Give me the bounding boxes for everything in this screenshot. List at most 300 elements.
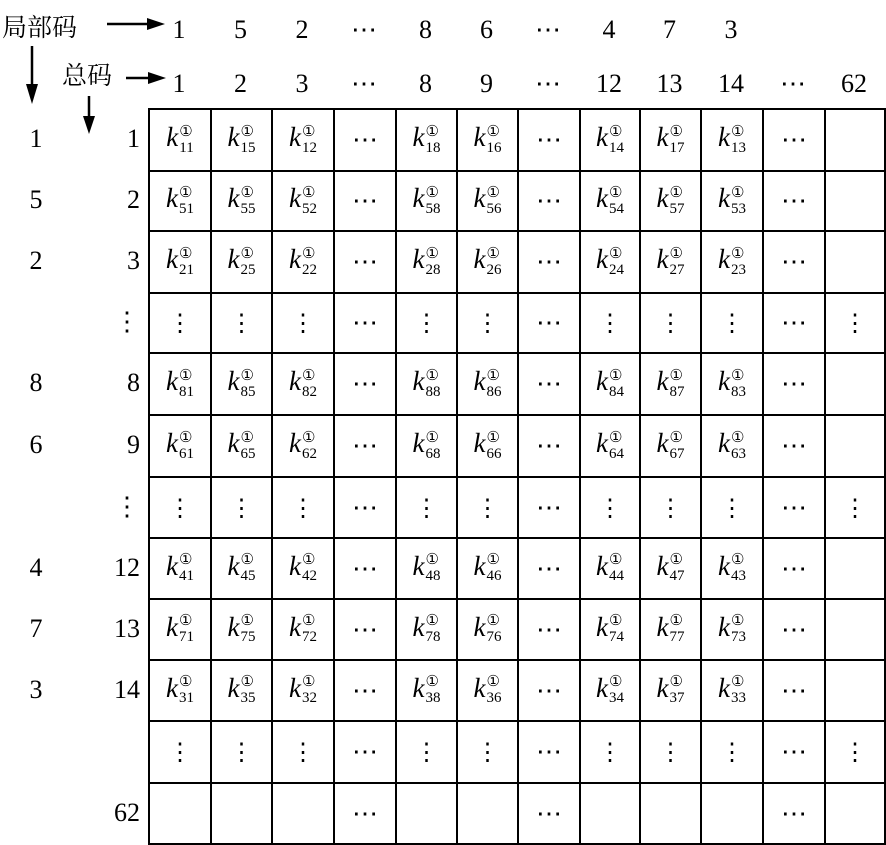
coefficient-indices <box>731 186 746 217</box>
coefficient-symbol: k <box>596 183 608 214</box>
matrix-row <box>149 599 885 660</box>
top-total-code: 14 <box>718 69 744 98</box>
ellipsis-vertical: ⋮ <box>720 311 744 337</box>
matrix-cell <box>518 231 580 293</box>
matrix-cell <box>580 231 640 293</box>
ellipsis-vertical: ⋮ <box>843 311 867 337</box>
coefficient-subscript: 78 <box>425 629 441 646</box>
coefficient-superscript: ① <box>608 245 623 262</box>
matrix-cell <box>701 353 763 415</box>
coefficient-superscript: ① <box>425 613 439 630</box>
left-total-code: 3 <box>127 246 140 275</box>
coefficient-symbol: k <box>473 244 486 275</box>
matrix-cell <box>457 721 518 783</box>
matrix-cell <box>825 599 885 660</box>
matrix-cell <box>518 538 580 599</box>
matrix-row <box>149 171 885 231</box>
matrix-cell <box>825 109 885 171</box>
coefficient-indices <box>486 431 501 462</box>
matrix-cell <box>334 599 396 660</box>
coefficient-subscript: 51 <box>178 200 194 217</box>
ellipsis-horizontal: ⋯ <box>536 369 562 398</box>
coefficient-indices <box>731 553 746 584</box>
matrix-cell <box>580 599 640 660</box>
matrix-cell <box>334 231 396 293</box>
coefficient-superscript: ① <box>178 367 193 384</box>
coefficient-symbol: k <box>473 183 486 214</box>
coefficient-subscript: 14 <box>608 139 624 156</box>
local-code-label: 局部码 <box>2 13 78 42</box>
coefficient-superscript: ① <box>301 674 316 691</box>
matrix-cell <box>518 599 580 660</box>
coefficient-superscript: ① <box>301 613 316 630</box>
coefficient-superscript: ① <box>669 674 683 691</box>
matrix-cell <box>518 293 580 353</box>
coefficient-indices <box>240 186 255 217</box>
coefficient-superscript: ① <box>240 367 254 384</box>
matrix-cell <box>396 353 457 415</box>
matrix-cell <box>334 783 396 844</box>
matrix-cell <box>272 660 334 721</box>
coefficient-indices <box>425 369 440 400</box>
coefficient-indices <box>425 553 440 584</box>
coefficient-symbol: k <box>289 366 301 397</box>
top-local-code: 6 <box>480 15 493 44</box>
coefficient-indices <box>240 247 255 278</box>
matrix-cell <box>580 353 640 415</box>
matrix-cell <box>640 415 701 477</box>
coefficient-symbol: k <box>227 183 240 214</box>
matrix-cell <box>334 660 396 721</box>
coefficient-superscript: ① <box>240 184 254 201</box>
coefficient-superscript: ① <box>178 552 193 569</box>
coefficient-subscript: 75 <box>240 629 256 646</box>
coefficient-subscript: 12 <box>301 139 317 156</box>
left-total-code: 62 <box>114 797 140 827</box>
coefficient-indices <box>425 614 440 645</box>
ellipsis-horizontal: ⋯ <box>536 308 562 337</box>
coefficient-superscript: ① <box>486 613 500 630</box>
coefficient-indices <box>240 431 255 462</box>
ellipsis-vertical: ⋮ <box>658 740 683 766</box>
matrix-cell <box>211 477 272 538</box>
matrix-cell <box>518 477 580 538</box>
ellipsis-vertical: ⋮ <box>229 495 254 522</box>
ellipsis-horizontal: ⋯ <box>781 308 807 337</box>
coefficient-indices <box>179 675 194 706</box>
ellipsis-horizontal: ⋯ <box>781 431 807 460</box>
matrix-row <box>149 538 885 599</box>
coefficient-superscript: ① <box>240 123 254 140</box>
ellipsis-horizontal: ⋯ <box>536 737 562 766</box>
coefficient-subscript: 71 <box>178 629 194 646</box>
coefficient-symbol: k <box>166 122 179 153</box>
top-local-code: ⋯ <box>351 15 377 44</box>
top-total-code: 9 <box>480 69 493 98</box>
coefficient-subscript: 21 <box>178 261 194 278</box>
matrix-row <box>149 477 885 538</box>
coefficient-superscript: ① <box>301 184 316 201</box>
coefficient-indices <box>731 431 746 462</box>
left-total-code: ⋮ <box>114 491 140 521</box>
ellipsis-vertical: ⋮ <box>843 495 867 522</box>
left-local-code: 8 <box>29 368 43 397</box>
coefficient-superscript: ① <box>425 429 439 446</box>
coefficient-subscript: 58 <box>425 200 441 217</box>
coefficient-symbol: k <box>227 611 240 642</box>
coefficient-superscript: ① <box>486 184 500 201</box>
coefficient-symbol: k <box>656 672 669 703</box>
matrix-cell <box>825 293 885 353</box>
coefficient-indices <box>179 247 194 278</box>
matrix-cell <box>211 415 272 477</box>
coefficient-indices <box>240 675 255 706</box>
coefficient-symbol: k <box>718 611 730 642</box>
matrix-cell <box>272 783 334 844</box>
matrix-cell <box>396 721 457 783</box>
ellipsis-vertical: ⋮ <box>414 495 439 522</box>
coefficient-indices <box>609 675 624 706</box>
coefficient-superscript: ① <box>608 674 623 691</box>
coefficient-superscript: ① <box>178 674 193 691</box>
left-total-code: 2 <box>127 185 140 214</box>
ellipsis-vertical: ⋮ <box>475 740 500 766</box>
matrix-cell <box>457 415 518 477</box>
coefficient-subscript: 54 <box>608 200 624 217</box>
coefficient-subscript: 65 <box>240 445 256 462</box>
coefficient-indices <box>609 186 624 217</box>
coefficient-subscript: 66 <box>486 445 502 462</box>
matrix-cell <box>272 109 334 171</box>
matrix-cell <box>825 477 885 538</box>
left-local-code: 1 <box>29 124 43 153</box>
coefficient-subscript: 18 <box>425 139 441 156</box>
coefficient-superscript: ① <box>178 184 193 201</box>
matrix-cell <box>149 293 211 353</box>
ellipsis-vertical: ⋮ <box>229 740 254 766</box>
matrix-cell <box>701 415 763 477</box>
coefficient-indices <box>731 675 746 706</box>
matrix-cell <box>211 171 272 231</box>
top-local-code: 1 <box>172 15 186 44</box>
coefficient-superscript: ① <box>425 123 439 140</box>
left-local-code: 7 <box>29 613 43 643</box>
coefficient-superscript: ① <box>301 429 316 446</box>
coefficient-indices <box>240 125 255 156</box>
coefficient-indices <box>179 431 194 462</box>
ellipsis-horizontal: ⋯ <box>352 614 378 644</box>
ellipsis-horizontal: ⋯ <box>781 125 807 154</box>
matrix-cell <box>149 783 211 844</box>
top-total-code: ⋯ <box>535 69 561 98</box>
ellipsis-horizontal: ⋯ <box>536 492 562 522</box>
coefficient-symbol: k <box>596 366 608 397</box>
ellipsis-horizontal: ⋯ <box>352 675 378 705</box>
coefficient-subscript: 44 <box>608 568 624 585</box>
coefficient-subscript: 84 <box>608 383 624 400</box>
coefficient-superscript: ① <box>730 184 745 201</box>
ellipsis-vertical: ⋮ <box>598 495 622 522</box>
coefficient-symbol: k <box>289 611 301 642</box>
coefficient-symbol: k <box>596 611 608 642</box>
coefficient-symbol: k <box>289 183 301 214</box>
coefficient-subscript: 42 <box>301 568 317 585</box>
matrix-cell <box>396 783 457 844</box>
coefficient-indices <box>609 614 624 645</box>
ellipsis-vertical: ⋮ <box>720 740 744 766</box>
coefficient-symbol: k <box>227 672 240 703</box>
coefficient-symbol: k <box>227 122 240 153</box>
coefficient-superscript: ① <box>301 552 316 569</box>
coefficient-superscript: ① <box>669 552 683 569</box>
top-total-code: 3 <box>295 69 309 98</box>
matrix-cell <box>701 538 763 599</box>
coefficient-symbol: k <box>596 550 608 581</box>
coefficient-subscript: 47 <box>669 568 685 585</box>
coefficient-subscript: 87 <box>669 383 685 400</box>
matrix-cell <box>701 293 763 353</box>
coefficient-symbol: k <box>473 122 486 153</box>
matrix-cell <box>580 293 640 353</box>
matrix-cell <box>334 477 396 538</box>
matrix-cell <box>763 293 825 353</box>
coefficient-subscript: 48 <box>425 568 441 585</box>
coefficient-symbol: k <box>718 672 730 703</box>
ellipsis-horizontal: ⋯ <box>352 369 378 398</box>
coefficient-superscript: ① <box>669 367 683 384</box>
coefficient-superscript: ① <box>730 245 745 262</box>
ellipsis-vertical: ⋮ <box>658 495 683 522</box>
coefficient-indices <box>731 614 746 645</box>
matrix-cell <box>763 538 825 599</box>
matrix-cell <box>457 538 518 599</box>
matrix-cell <box>396 293 457 353</box>
matrix-cell <box>457 783 518 844</box>
matrix-cell <box>580 109 640 171</box>
coefficient-symbol: k <box>656 428 669 459</box>
matrix-cell <box>825 783 885 844</box>
matrix-cell <box>518 415 580 477</box>
matrix-cell <box>211 353 272 415</box>
ellipsis-vertical: ⋮ <box>229 311 254 337</box>
coefficient-superscript: ① <box>425 184 439 201</box>
coefficient-subscript: 41 <box>178 568 194 585</box>
left-total-code: 14 <box>114 674 140 704</box>
matrix-cell <box>518 783 580 844</box>
coefficient-superscript: ① <box>301 367 316 384</box>
coefficient-indices <box>609 369 624 400</box>
coefficient-subscript: 88 <box>425 383 441 400</box>
coefficient-indices <box>425 247 440 278</box>
ellipsis-vertical: ⋮ <box>843 740 867 766</box>
coefficient-subscript: 26 <box>486 261 502 278</box>
coefficient-subscript: 62 <box>301 445 317 462</box>
ellipsis-horizontal: ⋯ <box>536 675 562 705</box>
matrix-cell <box>518 171 580 231</box>
coefficient-symbol: k <box>412 611 425 642</box>
matrix-cell <box>457 109 518 171</box>
coefficient-indices <box>486 125 501 156</box>
matrix-cell <box>396 109 457 171</box>
matrix-cell <box>211 109 272 171</box>
coefficient-indices <box>425 125 440 156</box>
coefficient-symbol: k <box>656 611 669 642</box>
ellipsis-vertical: ⋮ <box>168 311 192 337</box>
top-local-code: 2 <box>295 15 309 44</box>
matrix-cell <box>211 231 272 293</box>
coefficient-indices <box>486 614 501 645</box>
left-total-code: 13 <box>114 613 140 643</box>
top-total-code: 1 <box>172 69 186 98</box>
ellipsis-vertical: ⋮ <box>414 740 439 766</box>
matrix-cell <box>211 293 272 353</box>
coefficient-symbol: k <box>412 550 425 581</box>
top-local-code: 4 <box>602 15 616 44</box>
ellipsis-horizontal: ⋯ <box>781 614 807 644</box>
left-local-code: 4 <box>29 552 43 582</box>
matrix-cell <box>518 109 580 171</box>
coefficient-indices <box>179 553 194 584</box>
matrix-cell <box>763 721 825 783</box>
ellipsis-horizontal: ⋯ <box>352 553 378 583</box>
coefficient-indices <box>302 247 317 278</box>
coefficient-superscript: ① <box>730 123 745 140</box>
coefficient-indices <box>179 369 194 400</box>
coefficient-indices <box>669 125 684 156</box>
coefficient-symbol: k <box>166 366 178 397</box>
coefficient-superscript: ① <box>240 429 254 446</box>
coefficient-superscript: ① <box>486 552 500 569</box>
ellipsis-horizontal: ⋯ <box>536 431 562 460</box>
matrix-cell <box>640 171 701 231</box>
coefficient-indices <box>669 431 684 462</box>
coefficient-indices <box>302 614 317 645</box>
matrix-cell <box>272 477 334 538</box>
coefficient-symbol: k <box>166 183 178 214</box>
coefficient-superscript: ① <box>486 245 500 262</box>
left-total-code: 8 <box>127 368 140 397</box>
matrix-cell <box>211 783 272 844</box>
coefficient-subscript: 32 <box>301 690 317 707</box>
coefficient-subscript: 55 <box>240 200 256 217</box>
matrix-cell <box>272 538 334 599</box>
coefficient-symbol: k <box>412 122 425 153</box>
matrix-cell <box>149 415 211 477</box>
ellipsis-vertical: ⋮ <box>168 740 192 766</box>
coefficient-subscript: 22 <box>301 261 317 278</box>
matrix-cell <box>334 171 396 231</box>
matrix-cell <box>457 231 518 293</box>
coefficient-indices <box>302 369 317 400</box>
coefficient-superscript: ① <box>425 674 439 691</box>
coefficient-indices <box>240 369 255 400</box>
coefficient-symbol: k <box>656 122 669 153</box>
top-total-code: 2 <box>234 69 247 98</box>
coefficient-subscript: 28 <box>425 261 441 278</box>
coefficient-subscript: 15 <box>240 139 256 156</box>
coefficient-superscript: ① <box>178 429 193 446</box>
matrix-cell <box>272 171 334 231</box>
matrix-cell <box>763 477 825 538</box>
coefficient-subscript: 85 <box>240 383 256 400</box>
coefficient-symbol: k <box>473 550 486 581</box>
ellipsis-horizontal: ⋯ <box>352 492 378 522</box>
coefficient-subscript: 27 <box>669 261 685 278</box>
top-total-code: ⋯ <box>780 69 806 98</box>
coefficient-indices <box>486 247 501 278</box>
coefficient-superscript: ① <box>301 245 316 262</box>
matrix-cell <box>580 721 640 783</box>
coefficient-subscript: 25 <box>240 261 256 278</box>
coefficient-superscript: ① <box>608 552 623 569</box>
ellipsis-horizontal: ⋯ <box>352 798 378 828</box>
matrix-cell <box>701 171 763 231</box>
matrix-cell <box>580 538 640 599</box>
coefficient-indices <box>486 553 501 584</box>
matrix-cell <box>272 353 334 415</box>
coefficient-subscript: 77 <box>669 629 685 646</box>
top-local-code: 5 <box>234 15 247 44</box>
coefficient-superscript: ① <box>240 245 254 262</box>
matrix-cell <box>701 109 763 171</box>
matrix-cell <box>640 477 701 538</box>
ellipsis-horizontal: ⋯ <box>536 798 562 828</box>
coefficient-symbol: k <box>166 611 178 642</box>
matrix-cell <box>640 231 701 293</box>
matrix-cell <box>334 353 396 415</box>
coefficient-subscript: 57 <box>669 200 685 217</box>
ellipsis-vertical: ⋮ <box>291 495 315 522</box>
coefficient-symbol: k <box>718 428 730 459</box>
matrix-cell <box>825 415 885 477</box>
coefficient-superscript: ① <box>669 123 683 140</box>
coefficient-indices <box>731 369 746 400</box>
coefficient-indices <box>669 369 684 400</box>
coefficient-indices <box>731 125 746 156</box>
left-local-code: 6 <box>29 430 43 459</box>
coefficient-indices <box>302 125 317 156</box>
matrix-cell <box>149 231 211 293</box>
matrix-cell <box>149 171 211 231</box>
coefficient-symbol: k <box>412 366 425 397</box>
coefficient-symbol: k <box>718 122 730 153</box>
coefficient-indices <box>669 614 684 645</box>
matrix-cell <box>272 293 334 353</box>
coefficient-subscript: 38 <box>425 690 441 707</box>
matrix-row <box>149 231 885 293</box>
top-total-code: 13 <box>656 69 683 98</box>
ellipsis-vertical: ⋮ <box>291 740 315 766</box>
matrix-cell <box>272 415 334 477</box>
coefficient-symbol: k <box>412 672 425 703</box>
coefficient-superscript: ① <box>669 429 683 446</box>
matrix-cell <box>701 599 763 660</box>
ellipsis-horizontal: ⋯ <box>781 737 807 766</box>
matrix-cell <box>640 353 701 415</box>
matrix-row <box>149 660 885 721</box>
coefficient-symbol: k <box>718 366 730 397</box>
coefficient-subscript: 67 <box>669 445 685 462</box>
matrix-cell <box>334 293 396 353</box>
coefficient-superscript: ① <box>669 613 683 630</box>
coefficient-symbol: k <box>473 366 486 397</box>
ellipsis-horizontal: ⋯ <box>781 369 807 398</box>
coefficient-indices <box>731 247 746 278</box>
matrix-cell <box>825 231 885 293</box>
coefficient-subscript: 68 <box>425 445 441 462</box>
coefficient-subscript: 76 <box>486 629 502 646</box>
top-total-code: 8 <box>419 69 432 98</box>
